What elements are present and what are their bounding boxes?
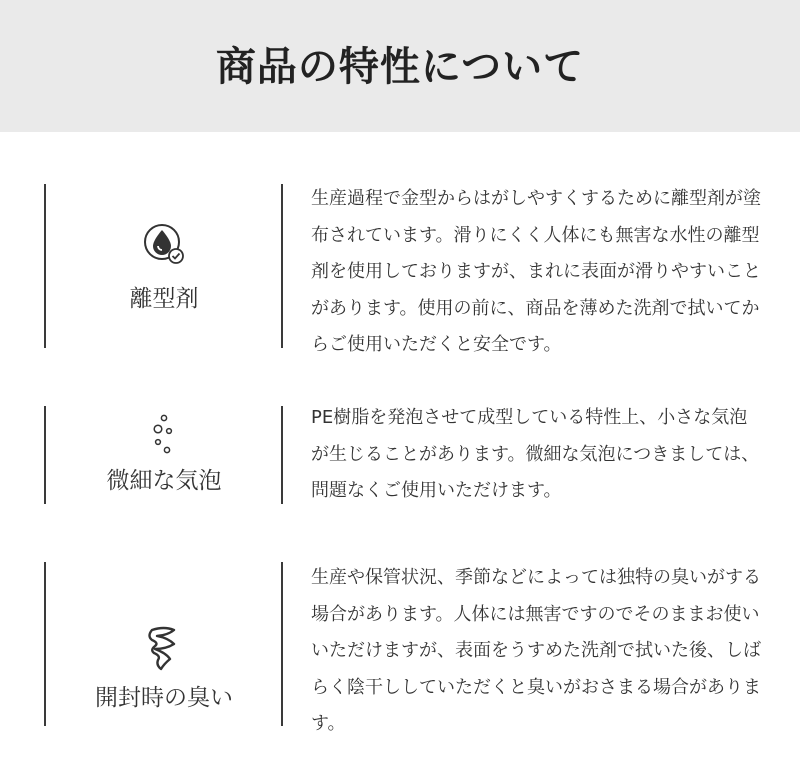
feature-description: PE樹脂を発泡させて成型している特性上、小さな気泡が生じることがあります。微細な気泡につきましては、問題なくご使用いただけます。 — [311, 407, 760, 501]
feature-label: 微細な気泡 — [106, 467, 222, 494]
bubbles-icon — [147, 414, 181, 458]
middle-divider — [281, 184, 283, 348]
feature-label: 開封時の臭い — [95, 684, 233, 711]
feature-description: 生産や保管状況、季節などによっては独特の臭いがする場合があります。人体には無害ですのでそのままお使いいただけますが、表面をうすめた洗剤で拭いた後、しばらく陰干ししていただくと臭いがおさまる場合があります。 — [311, 567, 761, 734]
feature-heading — [46, 184, 282, 348]
middle-divider — [281, 406, 283, 504]
page-title: 商品の特性について — [215, 43, 585, 90]
feature-label: 離型剤 — [129, 285, 199, 312]
feature-heading — [46, 562, 282, 726]
droplet-check-icon — [139, 220, 189, 270]
page-header — [0, 0, 800, 132]
odor-icon — [144, 625, 184, 671]
middle-divider — [281, 562, 283, 726]
feature-description: 生産過程で金型からはがしやすくするために離型剤が塗布されています。滑りにくく人体にも無害な水性の離型剤を使用しておりますが、まれに表面が滑りやすいことがあります。使用の前に、商品を薄めた洗剤で拭いてからご使用いただくと安全です。 — [311, 188, 761, 355]
feature-heading — [46, 404, 282, 504]
